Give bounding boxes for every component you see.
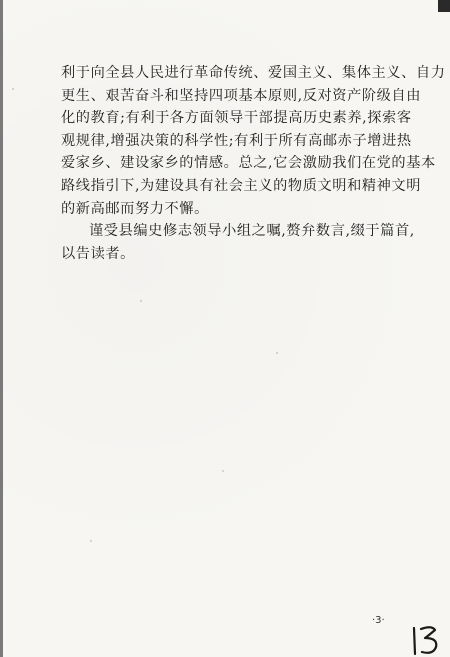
- text-line: 谨受县编史修志领导小组之嘱,赘弁数言,缀于篇首,: [89, 223, 415, 240]
- body-text: [61, 62, 446, 265]
- text-line: 以告读者。: [61, 245, 135, 262]
- scan-speck: [90, 540, 92, 542]
- handwritten-page-mark: [408, 624, 444, 656]
- scan-corner-mark: [438, 0, 450, 12]
- text-line: 利于向全县人民进行革命传统、爱国主义、集体主义、自力: [61, 65, 446, 81]
- text-line: 爱家乡、建设家乡的情感。总之,它会激励我们在党的基本: [61, 155, 436, 172]
- page-number: ·3·: [372, 615, 385, 626]
- text-line: 路线指引下,为建设具有社会主义的物质文明和精神文明: [61, 177, 422, 194]
- text-line: 的新高邮而努力不懈。: [61, 200, 209, 217]
- scan-speck: [276, 352, 278, 354]
- text-line: 观规律,增强决策的科学性;有利于所有高邮赤子增进热: [61, 132, 412, 149]
- paragraph-2: [61, 220, 415, 265]
- scan-speck: [222, 470, 224, 472]
- scan-left-edge: [0, 0, 3, 657]
- scan-speck: [140, 300, 142, 302]
- text-line: 化的教育;有利于各方面领导干部提高历史素养,探索客: [61, 110, 412, 127]
- scan-speck: [12, 88, 14, 90]
- paragraph-1: [61, 62, 446, 220]
- text-line: 更生、艰苦奋斗和坚持四项基本原则,反对资产阶级自由: [61, 87, 422, 104]
